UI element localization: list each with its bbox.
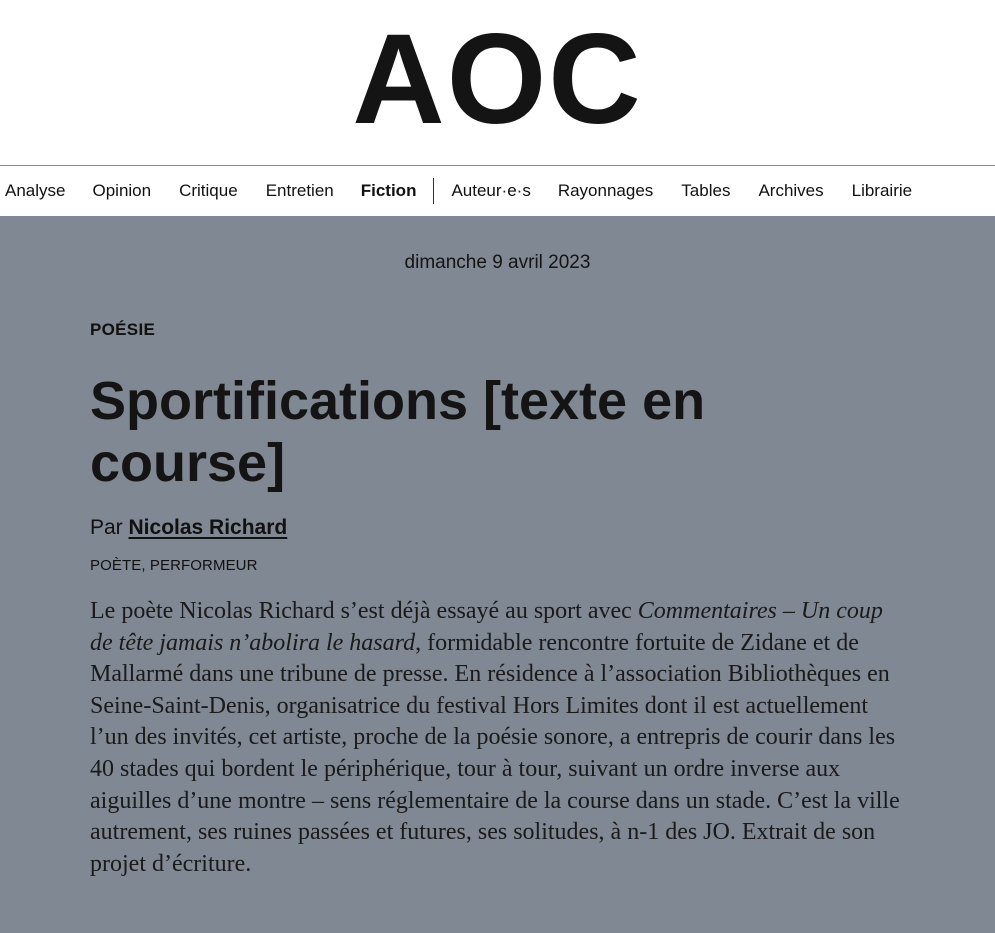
site-logo[interactable]: AOC [352,8,643,151]
nav-item-analyse[interactable]: Analyse [5,180,66,200]
nav-item-librairie[interactable]: Librairie [851,180,913,200]
byline-prefix: Par [90,516,129,539]
publication-date: dimanche 9 avril 2023 [404,252,591,273]
nav-item-rayonnages[interactable]: Rayonnages [557,180,654,200]
article-lead [90,596,910,880]
article-title: Sportifications [texte en course] [90,371,706,493]
byline [90,516,910,540]
nav-item-archives[interactable]: Archives [758,180,824,200]
lead-text-start: Le poète Nicolas Richard s’est déjà essayé au sport avec [90,598,638,624]
masthead [0,0,995,165]
nav-item-tables[interactable]: Tables [681,180,731,200]
nav-item-opinion[interactable]: Opinion [92,180,152,200]
article-header-area [0,216,995,933]
nav-item-entretien[interactable]: Entretien [265,180,334,200]
lead-text-end: , formidable rencontre fortuite de Zidane et de Mallarmé dans une tribune de presse. En résidence à l’association Bibliothèques en Seine-Saint-Denis, organisatrice du festival Hors Limites dont il est actuellement l’un des invités, cet artiste, proche de la poésie sonore, a entrepris de courir dans les 40 stades qui bordent le périphérique, tour à tour, suivant un ordre inverse aux aiguilles d’une montre – sens réglementaire de la course dans un stade. C’est la ville autrement, ses ruines passées et futures, ses solitudes, à n-1 des JO. Extrait de son projet d’écriture. [90,629,900,877]
article-category[interactable]: POÉSIE [90,320,156,339]
article-intro [90,320,910,904]
nav-item-critique[interactable]: Critique [179,180,238,200]
nav-divider [433,178,434,204]
author-role: POÈTE, PERFORMEUR [90,557,258,574]
author-link[interactable]: Nicolas Richard [128,516,288,539]
lead-book-title: Commentaires – Un coup de tête jamais n’abolira le hasard [90,598,883,656]
nav-item-fiction[interactable]: Fiction [360,180,417,200]
main-navigation [0,165,995,215]
nav-item-auteurs[interactable]: Auteur·e·s [451,180,531,200]
